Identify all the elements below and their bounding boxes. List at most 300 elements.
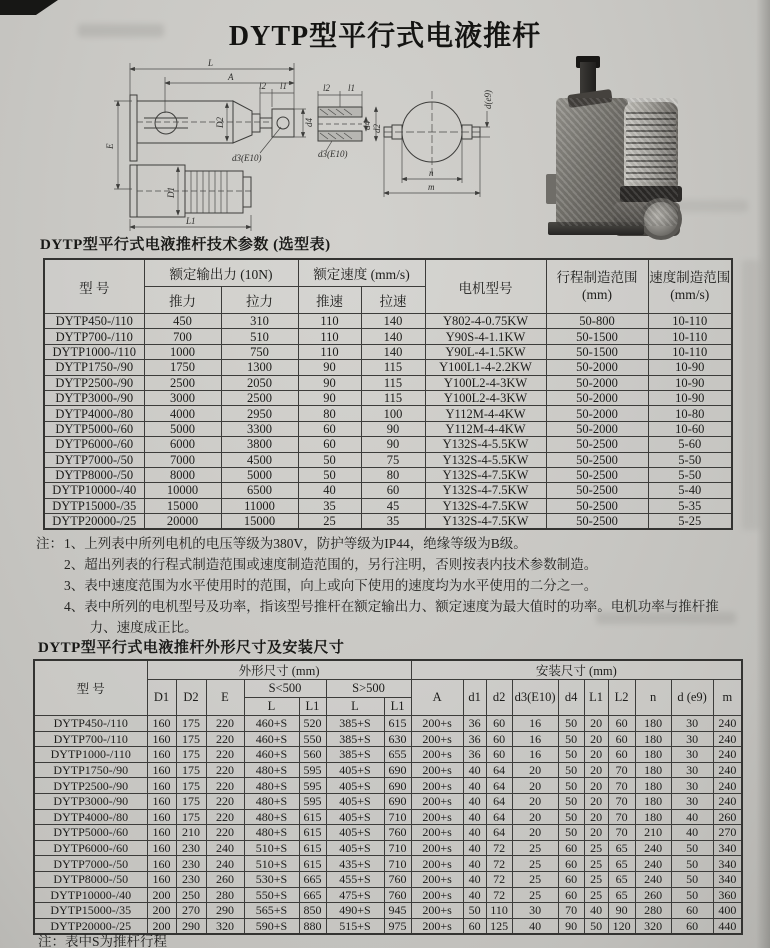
table-row [44, 437, 732, 452]
value-cell: 290 [206, 903, 244, 919]
value-cell: 210 [635, 825, 671, 841]
table-row [44, 483, 732, 498]
value-cell: 20 [584, 809, 608, 825]
value-cell: 240 [206, 856, 244, 872]
value-cell: 510 [221, 329, 298, 344]
value-cell: 160 [147, 778, 176, 794]
value-cell: 550 [299, 731, 326, 747]
value-cell: 50 [671, 871, 713, 887]
value-cell: 200+s [411, 887, 463, 903]
value-cell: 360 [713, 887, 742, 903]
table-row [44, 390, 732, 405]
value-cell: 5-50 [648, 467, 732, 482]
model-cell: DYTP5000-/60 [34, 825, 147, 841]
value-cell: 320 [206, 918, 244, 934]
value-cell: 50 [671, 856, 713, 872]
col-header-d1: d1 [463, 680, 486, 716]
value-cell: 690 [384, 793, 411, 809]
model-cell: DYTP7000-/50 [34, 856, 147, 872]
value-cell: 440 [713, 918, 742, 934]
value-cell: 230 [176, 871, 206, 887]
value-cell: 60 [486, 731, 512, 747]
model-cell: DYTP700-/110 [44, 329, 144, 344]
value-cell: 3800 [221, 437, 298, 452]
value-cell: 690 [384, 778, 411, 794]
value-cell: Y112M-4-4KW [425, 406, 546, 421]
value-cell: 40 [463, 887, 486, 903]
value-cell: 50 [463, 903, 486, 919]
value-cell: 200+s [411, 840, 463, 856]
value-cell: 450 [144, 314, 221, 329]
value-cell: 665 [299, 887, 326, 903]
value-cell: 60 [608, 716, 635, 732]
value-cell: 615 [299, 809, 326, 825]
value-cell: 50-2500 [546, 514, 648, 530]
dim-label: l1 [348, 83, 356, 93]
table-row [34, 762, 742, 778]
value-cell: 180 [635, 793, 671, 809]
value-cell: 1300 [221, 360, 298, 375]
notes-label: 注： [36, 536, 63, 551]
value-cell: 175 [176, 809, 206, 825]
value-cell: 510+S [244, 856, 299, 872]
value-cell: 200+s [411, 856, 463, 872]
value-cell: 50-2500 [546, 452, 648, 467]
dim-label: D1 [166, 187, 176, 198]
value-cell: 70 [608, 793, 635, 809]
value-cell: 36 [463, 747, 486, 763]
value-cell: 1750 [144, 360, 221, 375]
table-row [34, 825, 742, 841]
value-cell: Y132S-4-7.5KW [425, 483, 546, 498]
value-cell: 30 [671, 747, 713, 763]
value-cell: 50 [558, 809, 584, 825]
value-cell: 50-2000 [546, 375, 648, 390]
value-cell: 110 [298, 314, 361, 329]
value-cell: 10000 [144, 483, 221, 498]
table-row [44, 406, 732, 421]
value-cell: 160 [147, 809, 176, 825]
value-cell: 480+S [244, 825, 299, 841]
value-cell: 460+S [244, 731, 299, 747]
table-row [44, 360, 732, 375]
value-cell: 160 [147, 793, 176, 809]
value-cell: 60 [558, 887, 584, 903]
table-row [34, 747, 742, 763]
value-cell: 200+s [411, 809, 463, 825]
value-cell: 50 [671, 887, 713, 903]
model-cell: DYTP450-/110 [44, 314, 144, 329]
value-cell: Y132S-4-7.5KW [425, 467, 546, 482]
value-cell: 200 [147, 903, 176, 919]
value-cell: 160 [147, 747, 176, 763]
value-cell: 60 [558, 871, 584, 887]
value-cell: 220 [206, 716, 244, 732]
value-cell: 6500 [221, 483, 298, 498]
value-cell: 240 [635, 840, 671, 856]
value-cell: 615 [384, 716, 411, 732]
model-cell: DYTP20000-/25 [44, 514, 144, 530]
value-cell: 240 [713, 716, 742, 732]
dim-label: l2 [323, 83, 331, 93]
value-cell: 7000 [144, 452, 221, 467]
value-cell: 110 [298, 344, 361, 359]
value-cell: 2500 [144, 375, 221, 390]
value-cell: 405+S [326, 778, 384, 794]
value-cell: 175 [176, 731, 206, 747]
value-cell: 90 [558, 918, 584, 934]
value-cell: 40 [671, 825, 713, 841]
dim-label: n [429, 168, 434, 178]
stroke-range-line1: 行程制造范围 [556, 269, 638, 285]
value-cell: 20 [512, 793, 558, 809]
value-cell: 250 [176, 887, 206, 903]
value-cell: 40 [463, 856, 486, 872]
value-cell: 50-1500 [546, 329, 648, 344]
value-cell: 230 [176, 840, 206, 856]
col-header-push-force: 推力 [144, 287, 221, 314]
model-cell: DYTP7000-/50 [44, 452, 144, 467]
table-row [34, 731, 742, 747]
value-cell: Y112M-4-4KW [425, 421, 546, 436]
col-header-d3: d3(E10) [512, 680, 558, 716]
value-cell: 40 [463, 809, 486, 825]
value-cell: 70 [608, 762, 635, 778]
value-cell: 50 [298, 467, 361, 482]
col-header-model: 型 号 [44, 259, 144, 314]
value-cell: 25 [584, 871, 608, 887]
table-row [44, 467, 732, 482]
value-cell: 240 [713, 731, 742, 747]
value-cell: 5-40 [648, 483, 732, 498]
value-cell: Y132S-4-7.5KW [425, 498, 546, 513]
value-cell: 665 [299, 871, 326, 887]
col-header-s-gt-500: S>500 [326, 680, 411, 698]
value-cell: 530+S [244, 871, 299, 887]
value-cell: 10-90 [648, 390, 732, 405]
note-item: 4、表中所列的电机型号及功率，指该型号推杆在额定输出力、额定速度为最大值时的功率。电机功率与推杆推力、速度成正比。 [64, 599, 719, 636]
value-cell: 270 [176, 903, 206, 919]
dim-label: D2 [215, 117, 225, 128]
value-cell: Y132S-4-5.5KW [425, 452, 546, 467]
value-cell: 45 [361, 498, 425, 513]
table-row [34, 716, 742, 732]
value-cell: 180 [635, 731, 671, 747]
value-cell: 3000 [144, 390, 221, 405]
value-cell: 760 [384, 871, 411, 887]
dim-label: l1 [280, 81, 288, 91]
value-cell: 60 [361, 483, 425, 498]
value-cell: 30 [671, 716, 713, 732]
value-cell: 60 [298, 421, 361, 436]
col-header-m: m [713, 680, 742, 716]
table-row [44, 375, 732, 390]
dim-label: L1 [186, 216, 196, 226]
col-header-rated-force: 额定输出力 (10N) [144, 259, 298, 287]
value-cell: 40 [512, 918, 558, 934]
value-cell: 160 [147, 716, 176, 732]
value-cell: 690 [384, 762, 411, 778]
value-cell: 50 [584, 918, 608, 934]
value-cell: 120 [608, 918, 635, 934]
value-cell: 180 [635, 762, 671, 778]
note-item: 1、上列表中所列电机的电压等级为380V，防护等级为IP44，绝缘等级为B级。 [64, 536, 527, 551]
dim-label: m [428, 182, 435, 192]
value-cell: 115 [361, 375, 425, 390]
value-cell: 125 [486, 918, 512, 934]
value-cell: 90 [298, 390, 361, 405]
value-cell: 2050 [221, 375, 298, 390]
value-cell: 710 [384, 856, 411, 872]
value-cell: 20 [512, 762, 558, 778]
value-cell: 140 [361, 344, 425, 359]
value-cell: 60 [608, 731, 635, 747]
value-cell: 520 [299, 716, 326, 732]
value-cell: 760 [384, 825, 411, 841]
value-cell: 25 [298, 514, 361, 530]
value-cell: 160 [147, 840, 176, 856]
col-header-speed-range [648, 259, 732, 314]
col-header-d2: d2 [486, 680, 512, 716]
value-cell: 200+s [411, 731, 463, 747]
value-cell: 260 [713, 809, 742, 825]
value-cell: 20 [512, 825, 558, 841]
model-cell: DYTP4000-/80 [44, 406, 144, 421]
value-cell: 15000 [221, 514, 298, 530]
value-cell: 385+S [326, 747, 384, 763]
value-cell: 90 [298, 375, 361, 390]
value-cell: 50-2000 [546, 406, 648, 421]
col-header-L1: L1 [584, 680, 608, 716]
value-cell: 320 [635, 918, 671, 934]
value-cell: 200+s [411, 762, 463, 778]
value-cell: 175 [176, 778, 206, 794]
col-header-L-lt: L [244, 698, 299, 716]
model-cell: DYTP1750-/90 [44, 360, 144, 375]
model-cell: DYTP15000-/35 [34, 903, 147, 919]
value-cell: 40 [463, 825, 486, 841]
table2-footnote: 注：表中S为推杆行程 [38, 934, 168, 948]
value-cell: 20 [584, 793, 608, 809]
value-cell: 880 [299, 918, 326, 934]
value-cell: 60 [486, 747, 512, 763]
value-cell: 200 [147, 918, 176, 934]
scan-corner-artifact [0, 0, 58, 15]
col-header-L1-gt: L1 [384, 698, 411, 716]
value-cell: 200+s [411, 825, 463, 841]
table-row [34, 778, 742, 794]
value-cell: Y100L1-4-2.2KW [425, 360, 546, 375]
value-cell: 60 [486, 716, 512, 732]
col-header-E: E [206, 680, 244, 716]
value-cell: 760 [384, 887, 411, 903]
value-cell: 385+S [326, 716, 384, 732]
model-cell: DYTP1750-/90 [34, 762, 147, 778]
dimension-drawing [80, 55, 520, 239]
value-cell: 70 [608, 825, 635, 841]
value-cell: 175 [176, 716, 206, 732]
value-cell: 280 [206, 887, 244, 903]
value-cell: 20 [512, 778, 558, 794]
value-cell: Y90S-4-1.1KW [425, 329, 546, 344]
model-cell: DYTP450-/110 [34, 716, 147, 732]
value-cell: 240 [713, 793, 742, 809]
value-cell: 90 [361, 437, 425, 452]
value-cell: 160 [147, 762, 176, 778]
value-cell: 460+S [244, 747, 299, 763]
value-cell: 615 [299, 856, 326, 872]
value-cell: 5-35 [648, 498, 732, 513]
value-cell: Y802-4-0.75KW [425, 314, 546, 329]
value-cell: 160 [147, 856, 176, 872]
value-cell: 50-1500 [546, 344, 648, 359]
value-cell: 50 [558, 793, 584, 809]
table-row [34, 903, 742, 919]
note-item: 2、超出列表的行程式制造范围或速度制造范围的，另行注明，否则按表内技术参数制造。 [64, 557, 598, 573]
col-header-rated-speed: 额定速度 (mm/s) [298, 259, 425, 287]
table-row [44, 498, 732, 513]
value-cell: 1000 [144, 344, 221, 359]
model-cell: DYTP2500-/90 [44, 375, 144, 390]
value-cell: 595 [299, 778, 326, 794]
value-cell: 220 [206, 809, 244, 825]
table-row [44, 329, 732, 344]
col-header-motor: 电机型号 [425, 259, 546, 314]
value-cell: 50-800 [546, 314, 648, 329]
table-row [34, 809, 742, 825]
dim-label: d2 [372, 124, 382, 133]
value-cell: 25 [512, 871, 558, 887]
value-cell: 240 [635, 871, 671, 887]
value-cell: 10-90 [648, 360, 732, 375]
value-cell: 5-60 [648, 437, 732, 452]
value-cell: 72 [486, 887, 512, 903]
value-cell: 700 [144, 329, 221, 344]
value-cell: 615 [299, 840, 326, 856]
value-cell: 480+S [244, 793, 299, 809]
speed-range-line2: (mm/s) [670, 286, 710, 302]
value-cell: 850 [299, 903, 326, 919]
value-cell: 200+s [411, 918, 463, 934]
page-title: DYTP型平行式电液推杆 [228, 21, 542, 52]
value-cell: 710 [384, 809, 411, 825]
value-cell: 50 [558, 762, 584, 778]
table-row [44, 344, 732, 359]
value-cell: 200+s [411, 871, 463, 887]
value-cell: 475+S [326, 887, 384, 903]
value-cell: 160 [147, 871, 176, 887]
value-cell: 210 [176, 825, 206, 841]
dim-label: E [105, 143, 115, 149]
model-cell: DYTP1000-/110 [34, 747, 147, 763]
value-cell: 160 [147, 825, 176, 841]
value-cell: 140 [361, 314, 425, 329]
value-cell: 385+S [326, 731, 384, 747]
value-cell: 64 [486, 762, 512, 778]
value-cell: 180 [635, 809, 671, 825]
model-cell: DYTP20000-/25 [34, 918, 147, 934]
value-cell: 90 [608, 903, 635, 919]
value-cell: 220 [206, 825, 244, 841]
value-cell: 60 [608, 747, 635, 763]
speed-range-line1: 速度制造范围 [649, 269, 731, 285]
value-cell: 260 [635, 887, 671, 903]
value-cell: 290 [176, 918, 206, 934]
value-cell: 435+S [326, 856, 384, 872]
value-cell: 40 [584, 903, 608, 919]
col-header-outer-dims: 外形尺寸 (mm) [147, 660, 411, 680]
value-cell: 70 [608, 809, 635, 825]
dim-label: d3(E10) [318, 149, 348, 159]
table-row [44, 314, 732, 329]
value-cell: 945 [384, 903, 411, 919]
model-cell: DYTP700-/110 [34, 731, 147, 747]
model-cell: DYTP15000-/35 [44, 498, 144, 513]
value-cell: 405+S [326, 840, 384, 856]
col-header-L1-lt: L1 [299, 698, 326, 716]
value-cell: 595 [299, 762, 326, 778]
value-cell: 5-50 [648, 452, 732, 467]
value-cell: 10-90 [648, 375, 732, 390]
notes-block [36, 533, 742, 638]
value-cell: 50-2000 [546, 360, 648, 375]
value-cell: 455+S [326, 871, 384, 887]
value-cell: 50 [558, 747, 584, 763]
value-cell: 560 [299, 747, 326, 763]
col-header-install-dims: 安装尺寸 (mm) [411, 660, 742, 680]
value-cell: 270 [713, 825, 742, 841]
value-cell: 3300 [221, 421, 298, 436]
value-cell: Y90L-4-1.5KW [425, 344, 546, 359]
value-cell: 260 [206, 871, 244, 887]
value-cell: 200+s [411, 903, 463, 919]
value-cell: 405+S [326, 825, 384, 841]
value-cell: 480+S [244, 762, 299, 778]
value-cell: 400 [713, 903, 742, 919]
value-cell: 25 [584, 856, 608, 872]
value-cell: 35 [361, 514, 425, 530]
col-header-push-speed: 推速 [298, 287, 361, 314]
value-cell: 40 [671, 809, 713, 825]
model-cell: DYTP1000-/110 [44, 344, 144, 359]
value-cell: 220 [206, 778, 244, 794]
model-cell: DYTP3000-/90 [44, 390, 144, 405]
col-header-D1: D1 [147, 680, 176, 716]
dim-label: A [228, 72, 234, 82]
value-cell: 64 [486, 778, 512, 794]
value-cell: 10-110 [648, 314, 732, 329]
value-cell: 5-25 [648, 514, 732, 530]
value-cell: 975 [384, 918, 411, 934]
value-cell: 10-60 [648, 421, 732, 436]
value-cell: 60 [671, 903, 713, 919]
model-cell: DYTP10000-/40 [44, 483, 144, 498]
value-cell: 60 [463, 918, 486, 934]
value-cell: 35 [298, 498, 361, 513]
value-cell: 65 [608, 871, 635, 887]
value-cell: 50 [671, 840, 713, 856]
value-cell: 310 [221, 314, 298, 329]
value-cell: 200+s [411, 747, 463, 763]
value-cell: 180 [635, 778, 671, 794]
model-cell: DYTP6000-/60 [44, 437, 144, 452]
col-header-D2: D2 [176, 680, 206, 716]
value-cell: 10-110 [648, 344, 732, 359]
value-cell: 630 [384, 731, 411, 747]
value-cell: 16 [512, 747, 558, 763]
value-cell: 405+S [326, 793, 384, 809]
value-cell: 50-2500 [546, 498, 648, 513]
